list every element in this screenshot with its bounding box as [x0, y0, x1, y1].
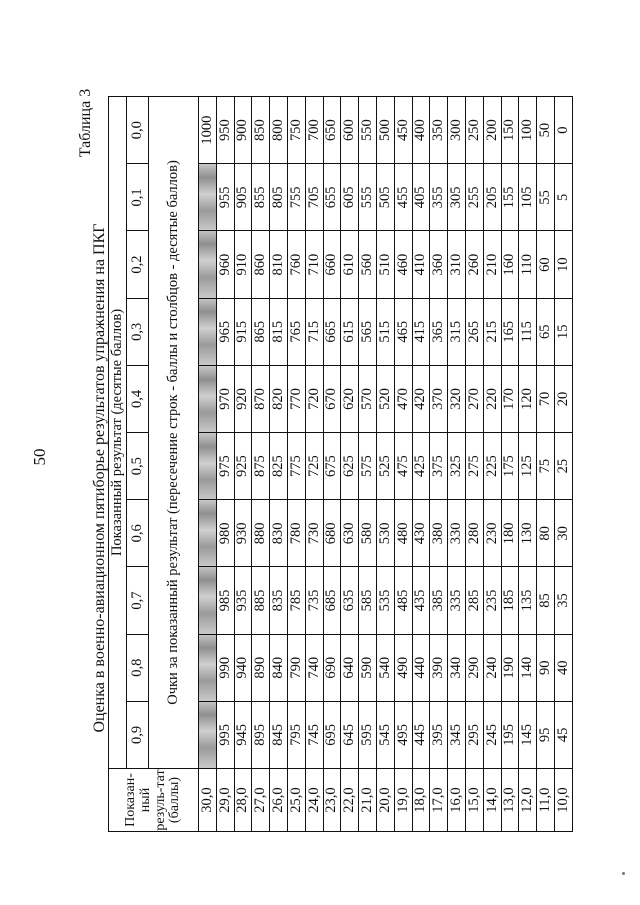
table-cell: 445	[412, 701, 430, 768]
table-cell: 345	[447, 701, 465, 768]
table-cell: 305	[447, 163, 465, 230]
table-cell: 420	[412, 365, 430, 432]
table-cell: 755	[287, 163, 305, 230]
table-cell: 780	[287, 499, 305, 566]
table-cell: 30	[554, 499, 572, 566]
table-cell: 685	[323, 566, 341, 633]
table-cell: 40	[554, 634, 572, 701]
table-row	[198, 96, 216, 831]
table-cell: 260	[465, 231, 483, 298]
row-label: 22,0	[340, 768, 358, 831]
table-cell: 95	[536, 701, 554, 768]
table-cell: 0	[554, 96, 572, 163]
table-cell: 220	[483, 365, 501, 432]
row-label: 25,0	[287, 768, 305, 831]
table-row	[251, 96, 269, 831]
row-label: 23,0	[323, 768, 341, 831]
table-cell: 895	[251, 701, 269, 768]
table-cell: 215	[483, 298, 501, 365]
table-cell: 560	[358, 231, 376, 298]
table-cell: 985	[216, 566, 234, 633]
table-cell: 545	[376, 701, 394, 768]
table-cell: 1000	[198, 96, 216, 163]
table-cell	[198, 432, 216, 499]
table-label: Таблица 3	[77, 88, 94, 158]
table-cell: 745	[305, 701, 323, 768]
table-cell: 75	[536, 432, 554, 499]
table-cell: 680	[323, 499, 341, 566]
table-cell: 730	[305, 499, 323, 566]
table-cell: 55	[536, 163, 554, 230]
table-cell: 210	[483, 231, 501, 298]
table-cell: 785	[287, 566, 305, 633]
table-cell: 450	[394, 96, 412, 163]
table-cell: 15	[554, 298, 572, 365]
table-cell: 975	[216, 432, 234, 499]
table-cell: 270	[465, 365, 483, 432]
table-cell: 525	[376, 432, 394, 499]
table-cell: 35	[554, 566, 572, 633]
table-cell: 490	[394, 634, 412, 701]
table-cell: 495	[394, 701, 412, 768]
table-cell	[198, 634, 216, 701]
table-cell: 315	[447, 298, 465, 365]
score-table	[108, 95, 573, 831]
table-cell: 510	[376, 231, 394, 298]
table-cell: 590	[358, 634, 376, 701]
group-header: Показанный результат (десятые баллов)	[108, 96, 126, 768]
table-cell: 970	[216, 365, 234, 432]
table-cell: 265	[465, 298, 483, 365]
table-cell: 705	[305, 163, 323, 230]
table-cell: 550	[358, 96, 376, 163]
table-cell: 20	[554, 365, 572, 432]
table-cell: 875	[251, 432, 269, 499]
table-cell: 125	[518, 432, 536, 499]
table-cell: 480	[394, 499, 412, 566]
table-cell: 980	[216, 499, 234, 566]
table-cell: 965	[216, 298, 234, 365]
table-row	[501, 96, 519, 831]
table-cell: 455	[394, 163, 412, 230]
table-cell: 885	[251, 566, 269, 633]
table-cell: 815	[269, 298, 287, 365]
table-cell: 820	[269, 365, 287, 432]
row-label: 12,0	[518, 768, 536, 831]
row-label: 27,0	[251, 768, 269, 831]
table-cell: 105	[518, 163, 536, 230]
table-cell: 905	[234, 163, 252, 230]
sub-header: Очки за показанный результат (пересечение строк - баллы и столбцов - десятые баллов)	[148, 96, 198, 768]
table-cell: 190	[501, 634, 519, 701]
table-cell: 660	[323, 231, 341, 298]
table-cell: 880	[251, 499, 269, 566]
table-cell: 665	[323, 298, 341, 365]
table-cell: 720	[305, 365, 323, 432]
table-cell: 80	[536, 499, 554, 566]
table-cell: 205	[483, 163, 501, 230]
table-cell: 770	[287, 365, 305, 432]
row-label: 11,0	[536, 768, 554, 831]
table-cell: 290	[465, 634, 483, 701]
table-row	[518, 96, 536, 831]
table-cell: 275	[465, 432, 483, 499]
table-cell: 175	[501, 432, 519, 499]
row-label: 15,0	[465, 768, 483, 831]
table-row	[287, 96, 305, 831]
table-cell: 285	[465, 566, 483, 633]
table-cell: 935	[234, 566, 252, 633]
table-cell	[198, 365, 216, 432]
table-cell: 140	[518, 634, 536, 701]
table-cell: 890	[251, 634, 269, 701]
table-cell: 570	[358, 365, 376, 432]
table-cell	[198, 701, 216, 768]
table-cell: 585	[358, 566, 376, 633]
column-header: 0,3	[126, 298, 148, 365]
table-cell: 575	[358, 432, 376, 499]
table-cell: 830	[269, 499, 287, 566]
table-cell: 320	[447, 365, 465, 432]
table-cell: 200	[483, 96, 501, 163]
table-cell: 860	[251, 231, 269, 298]
table-cell: 25	[554, 432, 572, 499]
table-cell: 595	[358, 701, 376, 768]
table-cell: 50	[536, 96, 554, 163]
table-cell	[198, 566, 216, 633]
row-label: 18,0	[412, 768, 430, 831]
table-cell: 245	[483, 701, 501, 768]
table-cell	[198, 298, 216, 365]
table-cell: 425	[412, 432, 430, 499]
table-cell: 655	[323, 163, 341, 230]
table-cell: 580	[358, 499, 376, 566]
table-cell: 460	[394, 231, 412, 298]
table-cell	[198, 163, 216, 230]
table-cell: 790	[287, 634, 305, 701]
table-cell: 775	[287, 432, 305, 499]
table-cell: 180	[501, 499, 519, 566]
table-cell: 600	[340, 96, 358, 163]
table-row	[376, 96, 394, 831]
table-cell: 165	[501, 298, 519, 365]
column-header: 0,5	[126, 432, 148, 499]
table-cell: 100	[518, 96, 536, 163]
column-header: 0,4	[126, 365, 148, 432]
table-cell: 230	[483, 499, 501, 566]
table-cell: 530	[376, 499, 394, 566]
table-caption: Оценка в военно-авиационном пятиборье результатов упражнения на ПКГ	[91, 223, 108, 733]
table-cell: 325	[447, 432, 465, 499]
table-cell: 620	[340, 365, 358, 432]
table-row	[323, 96, 341, 831]
table-cell: 110	[518, 231, 536, 298]
table-cell: 235	[483, 566, 501, 633]
table-cell: 825	[269, 432, 287, 499]
table-cell: 395	[429, 701, 447, 768]
table-cell: 435	[412, 566, 430, 633]
table-cell: 250	[465, 96, 483, 163]
table-cell: 45	[554, 701, 572, 768]
table-cell: 370	[429, 365, 447, 432]
table-cell: 760	[287, 231, 305, 298]
table-cell: 90	[536, 634, 554, 701]
table-row	[447, 96, 465, 831]
table-cell: 925	[234, 432, 252, 499]
table-cell: 130	[518, 499, 536, 566]
table-row	[412, 96, 430, 831]
table-cell: 835	[269, 566, 287, 633]
table-row	[394, 96, 412, 831]
table-row	[216, 96, 234, 831]
table-cell: 995	[216, 701, 234, 768]
table-cell: 365	[429, 298, 447, 365]
table-cell: 515	[376, 298, 394, 365]
table-cell: 405	[412, 163, 430, 230]
table-cell: 700	[305, 96, 323, 163]
table-cell: 540	[376, 634, 394, 701]
table-cell: 645	[340, 701, 358, 768]
table-cell: 120	[518, 365, 536, 432]
table-cell: 430	[412, 499, 430, 566]
table-row	[429, 96, 447, 831]
table-cell: 160	[501, 231, 519, 298]
row-label: 29,0	[216, 768, 234, 831]
table-cell: 840	[269, 634, 287, 701]
table-cell: 475	[394, 432, 412, 499]
row-label: 20,0	[376, 768, 394, 831]
table-cell: 470	[394, 365, 412, 432]
table-cell: 695	[323, 701, 341, 768]
table-cell: 565	[358, 298, 376, 365]
table-cell: 675	[323, 432, 341, 499]
table-cell: 380	[429, 499, 447, 566]
table-cell: 930	[234, 499, 252, 566]
scan-speck	[622, 872, 625, 875]
page-number: 50	[30, 448, 49, 466]
table-cell: 375	[429, 432, 447, 499]
table-cell: 355	[429, 163, 447, 230]
table-row	[234, 96, 252, 831]
table-cell: 910	[234, 231, 252, 298]
column-header: 0,7	[126, 566, 148, 633]
table-cell: 415	[412, 298, 430, 365]
table-cell: 65	[536, 298, 554, 365]
table-cell: 350	[429, 96, 447, 163]
row-label: 24,0	[305, 768, 323, 831]
table-cell: 725	[305, 432, 323, 499]
table-cell: 765	[287, 298, 305, 365]
table-cell: 170	[501, 365, 519, 432]
row-label: 26,0	[269, 768, 287, 831]
table-cell: 500	[376, 96, 394, 163]
table-cell: 390	[429, 634, 447, 701]
table-cell: 505	[376, 163, 394, 230]
table-cell: 155	[501, 163, 519, 230]
table-cell: 715	[305, 298, 323, 365]
table-cell: 640	[340, 634, 358, 701]
table-row	[269, 96, 287, 831]
table-cell: 795	[287, 701, 305, 768]
table-cell: 870	[251, 365, 269, 432]
table-cell: 865	[251, 298, 269, 365]
row-label: 19,0	[394, 768, 412, 831]
table-cell: 440	[412, 634, 430, 701]
table-cell: 810	[269, 231, 287, 298]
table-cell: 610	[340, 231, 358, 298]
row-label: 17,0	[429, 768, 447, 831]
column-header: 0,0	[126, 96, 148, 163]
table-cell: 340	[447, 634, 465, 701]
table-cell: 735	[305, 566, 323, 633]
table-cell: 990	[216, 634, 234, 701]
table-cell: 950	[216, 96, 234, 163]
table-cell: 920	[234, 365, 252, 432]
table-cell: 535	[376, 566, 394, 633]
table-cell: 635	[340, 566, 358, 633]
column-header: 0,2	[126, 231, 148, 298]
row-label: 30,0	[198, 768, 216, 831]
table-cell: 945	[234, 701, 252, 768]
table-row	[465, 96, 483, 831]
table-cell: 115	[518, 298, 536, 365]
table-cell: 240	[483, 634, 501, 701]
column-header: 0,9	[126, 701, 148, 768]
table-cell: 400	[412, 96, 430, 163]
table-cell: 295	[465, 701, 483, 768]
table-row	[340, 96, 358, 831]
table-cell: 185	[501, 566, 519, 633]
table-row	[305, 96, 323, 831]
table-cell	[198, 499, 216, 566]
table-cell: 555	[358, 163, 376, 230]
row-label: 21,0	[358, 768, 376, 831]
table-cell: 670	[323, 365, 341, 432]
table-cell: 955	[216, 163, 234, 230]
table-cell: 70	[536, 365, 554, 432]
table-cell: 85	[536, 566, 554, 633]
table-cell: 145	[518, 701, 536, 768]
table-cell: 800	[269, 96, 287, 163]
table-cell: 960	[216, 231, 234, 298]
table-cell: 195	[501, 701, 519, 768]
row-label: 16,0	[447, 768, 465, 831]
row-label: 13,0	[501, 768, 519, 831]
table-cell: 690	[323, 634, 341, 701]
table-cell: 805	[269, 163, 287, 230]
table-cell: 465	[394, 298, 412, 365]
table-cell: 10	[554, 231, 572, 298]
table-cell: 280	[465, 499, 483, 566]
table-cell: 225	[483, 432, 501, 499]
column-header: 0,6	[126, 499, 148, 566]
table-cell: 605	[340, 163, 358, 230]
row-header: Показан-ный резуль-тат (баллы)	[108, 768, 198, 831]
row-label: 14,0	[483, 768, 501, 831]
row-label: 10,0	[554, 768, 572, 831]
table-cell: 335	[447, 566, 465, 633]
table-row	[536, 96, 554, 831]
table-row	[483, 96, 501, 831]
table-row	[554, 96, 572, 831]
table-cell: 135	[518, 566, 536, 633]
column-header: 0,8	[126, 634, 148, 701]
table-cell: 255	[465, 163, 483, 230]
table-cell: 650	[323, 96, 341, 163]
table-cell: 850	[251, 96, 269, 163]
table-cell: 855	[251, 163, 269, 230]
rotated-table-container	[108, 97, 573, 832]
table-cell: 625	[340, 432, 358, 499]
table-cell: 845	[269, 701, 287, 768]
table-cell: 740	[305, 634, 323, 701]
table-cell: 615	[340, 298, 358, 365]
table-cell: 485	[394, 566, 412, 633]
table-cell: 940	[234, 634, 252, 701]
table-cell: 410	[412, 231, 430, 298]
row-label: 28,0	[234, 768, 252, 831]
table-cell: 330	[447, 499, 465, 566]
table-cell: 915	[234, 298, 252, 365]
table-row	[358, 96, 376, 831]
table-cell: 5	[554, 163, 572, 230]
table-cell: 710	[305, 231, 323, 298]
table-cell: 60	[536, 231, 554, 298]
table-cell: 360	[429, 231, 447, 298]
table-cell: 900	[234, 96, 252, 163]
table-cell: 150	[501, 96, 519, 163]
table-cell: 310	[447, 231, 465, 298]
table-cell: 750	[287, 96, 305, 163]
table-cell: 630	[340, 499, 358, 566]
table-cell: 520	[376, 365, 394, 432]
table-cell: 385	[429, 566, 447, 633]
column-header: 0,1	[126, 163, 148, 230]
table-cell	[198, 231, 216, 298]
table-cell: 300	[447, 96, 465, 163]
